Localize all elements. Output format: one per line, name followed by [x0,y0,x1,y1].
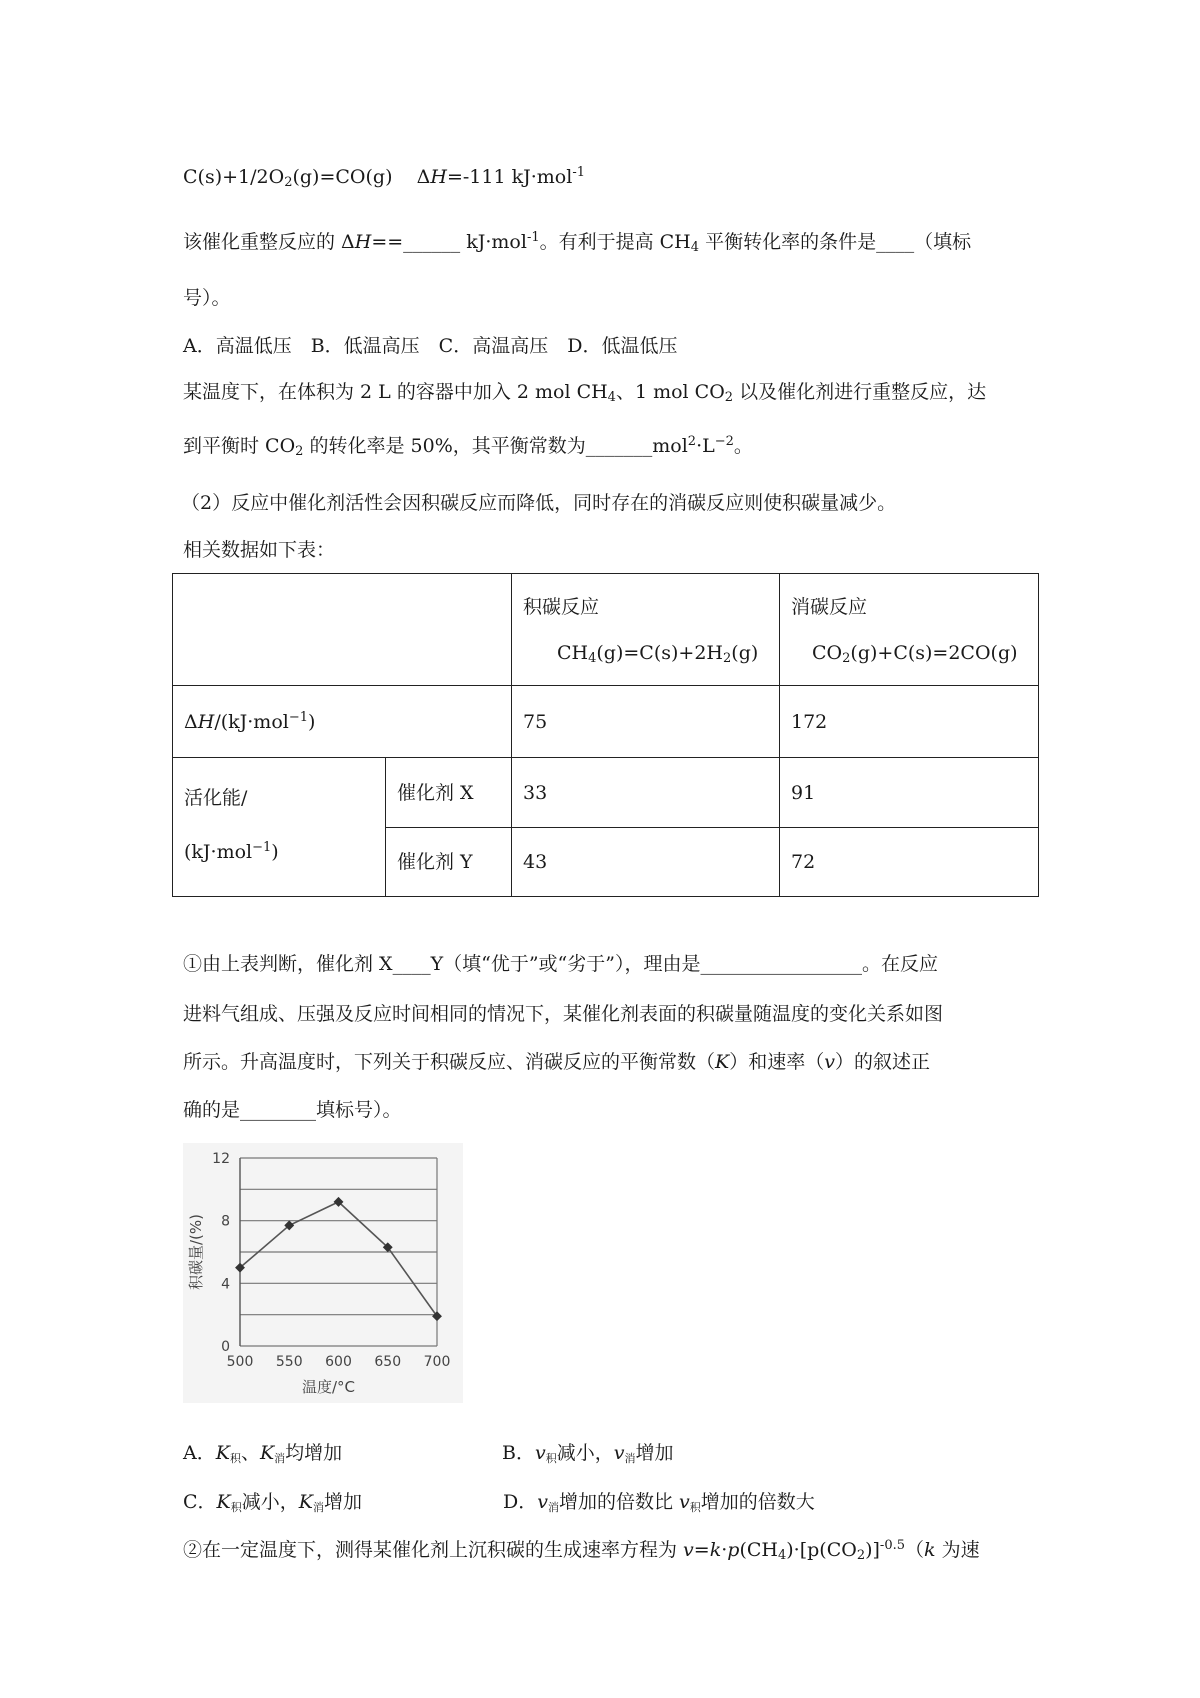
x-tick-label: 600 [325,1354,352,1370]
text-sup: -1 [526,230,540,245]
question-equilibrium-line [183,379,986,405]
text-span: = [693,1539,710,1561]
option-prefix: D． [503,1491,538,1513]
text-span: ②在一定温度下，测得某催化剂上沉积碳的生成速率方程为 [183,1539,684,1561]
text-span: · [721,1539,728,1561]
text-span: 到平衡时 CO [183,435,296,457]
text-sup: −2 [714,434,734,449]
text-span: )·[p(CO [786,1539,857,1561]
ea-label-line2 [184,839,385,865]
eq-sup: -1 [572,165,585,180]
text-sub: 积 [545,1452,557,1465]
option-c [183,1489,362,1515]
text-span: 某温度下，在体积为 2 L 的容器中加入 2 mol CH [183,381,608,403]
text-italic: K [298,1491,313,1513]
catalyst-x-label: 催化剂 X [386,758,512,828]
text-span: 所示。升高温度时，下列关于积碳反应、消碳反应的平衡常数（ [183,1051,716,1073]
eq-text-b: (g)=CO(g) [292,166,393,188]
x-tick-label: 550 [275,1354,303,1370]
chart-labels [187,1151,450,1396]
series-line [240,1202,437,1316]
label-italic: H [197,710,215,733]
text-italic: K [216,1491,231,1513]
text-sup: 2 [687,434,697,449]
text-span: (CH [739,1539,778,1561]
y-tick-label: 12 [212,1151,230,1167]
option-d [503,1489,815,1515]
text-span: 平衡转化率的条件是____（填标 [699,231,972,253]
label-part: /(kJ·mol [214,710,289,733]
eq-text: C(s)+1/2O [183,166,285,188]
equation-co-formation: $C(s)+1/2O_2(g)=CO(g)$ ΔH=-111 kJ·mol$^{-1}$ [183,165,585,190]
eq-sub: 4 [588,651,597,666]
text-sub: 积 [689,1501,701,1514]
y-tick-label: 0 [221,1339,230,1355]
text-sub: 消 [312,1501,324,1514]
label-sup: −1 [288,709,308,725]
text-sub: 消 [547,1501,559,1514]
question-dh-line [183,229,971,255]
text-italic: K [259,1442,275,1464]
part-2-intro: （2）反应中催化剂活性会因积碳反应而降低，同时存在的消碳反应则使积碳量减少。 [181,492,897,514]
option-prefix: A． [183,1442,216,1464]
text-sub: 积 [229,1452,241,1465]
text-span: ·L [696,435,715,457]
option-b [502,1440,673,1466]
text-italic: v [683,1539,694,1561]
text-sub: 2 [856,1548,866,1563]
text-span: 增加 [635,1442,674,1464]
text-span: 该催化重整反应的 Δ [183,231,355,253]
text-span: )] [865,1539,880,1561]
text-italic: v [537,1491,548,1513]
text-span: ==______ kJ·mol [371,231,527,253]
text-span: 。 [733,435,753,457]
text-span: 减小， [556,1442,614,1464]
label-part: ) [308,710,316,733]
question-1-line-1: ①由上表判断，催化剂 X____Y（填“优于”或“劣于”），理由是_________________。在反应 [183,953,938,975]
options-abcd: A．高温低压 B．低温高压 C．高温高压 D．低温低压 [183,335,678,357]
table-header-row [173,574,1039,686]
catalyst-y-label: 催化剂 Y [386,828,512,897]
option-prefix: B． [502,1442,535,1464]
eq-part: (g)+C(s)=2CO(g) [850,642,1018,664]
text-span: 增加的倍数比 [558,1491,680,1513]
label-part: ) [271,841,279,863]
catalyst-x-value-carbon: 33 [512,758,780,828]
text-italic: p [727,1539,740,1561]
text-italic: v [679,1491,690,1513]
dh-value-elim: 172 [780,686,1039,758]
header-label: 消碳反应 [791,596,868,618]
question-1-line-3 [183,1049,930,1075]
dh-label-cell [173,686,512,758]
label-sup: −1 [252,840,272,855]
table-row-cat-x [173,758,1039,828]
option-prefix: C． [183,1491,217,1513]
eq-part: CH [557,642,589,664]
y-tick-label: 8 [221,1213,230,1230]
header-equation [557,640,758,666]
eq-sub: 2 [723,651,732,666]
text-sub: 4 [777,1548,787,1563]
text-italic: v [534,1442,546,1464]
text-italic: k [924,1539,936,1561]
eq-part: CO [812,642,843,664]
text-span: ）的叙述正 [834,1051,930,1073]
catalyst-y-value-elim: 72 [780,828,1039,897]
table-corner-cell [173,574,512,686]
text-span: 、1 mol CO [615,381,725,403]
text-span: 均增加 [285,1442,343,1464]
text-span: ）和速率（ [729,1051,825,1073]
text-sub: 4 [690,240,700,255]
eq-part: (g) [731,642,759,664]
question-dh-line-cont: 号）。 [183,287,231,309]
text-span: 。有利于提高 CH [539,231,691,253]
header-carbon-elimination [780,574,1039,686]
option-a [183,1440,342,1466]
eq-sub: 2 [842,651,851,666]
text-span: 增加 [323,1491,362,1513]
data-point [432,1311,442,1321]
table-intro: 相关数据如下表： [183,539,336,561]
carbon-deposition-chart [183,1143,463,1403]
text-italic: K [715,1051,730,1073]
text-italic: k [709,1539,722,1561]
text-sub: 积 [230,1501,242,1514]
y-axis-title: 积碳量/(%) [187,1213,205,1291]
header-equation [812,640,1018,666]
ea-label-cell [173,758,386,897]
dh-value-carbon: 75 [512,686,780,758]
text-span: 减小， [241,1491,299,1513]
text-sub: 消 [274,1452,286,1465]
text-span: 的转化率是 50%，其平衡常数为_______mol [303,435,688,457]
question-1-line-4: 确的是________填标号）。 [183,1099,402,1121]
x-tick-label: 650 [374,1354,402,1370]
catalyst-y-value-carbon: 43 [512,828,780,897]
text-span: （ [905,1539,925,1561]
catalyst-x-value-elim: 91 [780,758,1039,828]
text-span: 以及催化剂进行重整反应，达 [733,381,987,403]
question-equilibrium-line-cont [183,433,753,459]
text-span: 增加的倍数大 [700,1491,815,1513]
question-1-line-2: 进料气组成、压强及反应时间相同的情况下，某催化剂表面的积碳量随温度的变化关系如图 [183,1003,944,1025]
chart-series [235,1197,442,1321]
eq-dh-value: =-111 kJ·mol [446,166,573,188]
ea-label-line1: 活化能/ [184,787,248,809]
text-sub: 2 [295,444,304,459]
text-sub: 4 [607,390,616,405]
text-italic: v [824,1051,835,1073]
table-row-dh [173,686,1039,758]
text-italic: v [613,1442,625,1464]
chart-svg [183,1143,463,1403]
text-italic: H [354,231,372,253]
text-span: 为速 [935,1539,980,1561]
header-label: 积碳反应 [523,596,600,618]
text-sub: 2 [724,390,734,405]
reaction-data-table [172,573,1039,897]
text-sub: 消 [624,1452,636,1465]
question-2-line [183,1537,980,1563]
x-tick-label: 500 [226,1354,254,1370]
eq-part: (g)=C(s)+2H [596,642,723,664]
label-part: (kJ·mol [184,841,253,863]
text-italic: K [215,1442,230,1464]
text-span: 、 [240,1442,260,1464]
chart-grid [240,1158,437,1346]
x-axis-title: 温度/°C [301,1378,356,1396]
y-tick-label: 4 [221,1276,230,1293]
header-carbon-deposition [512,574,780,686]
x-tick-label: 700 [423,1354,451,1370]
label-part: Δ [184,710,198,733]
text-sup: -0.5 [879,1538,905,1553]
